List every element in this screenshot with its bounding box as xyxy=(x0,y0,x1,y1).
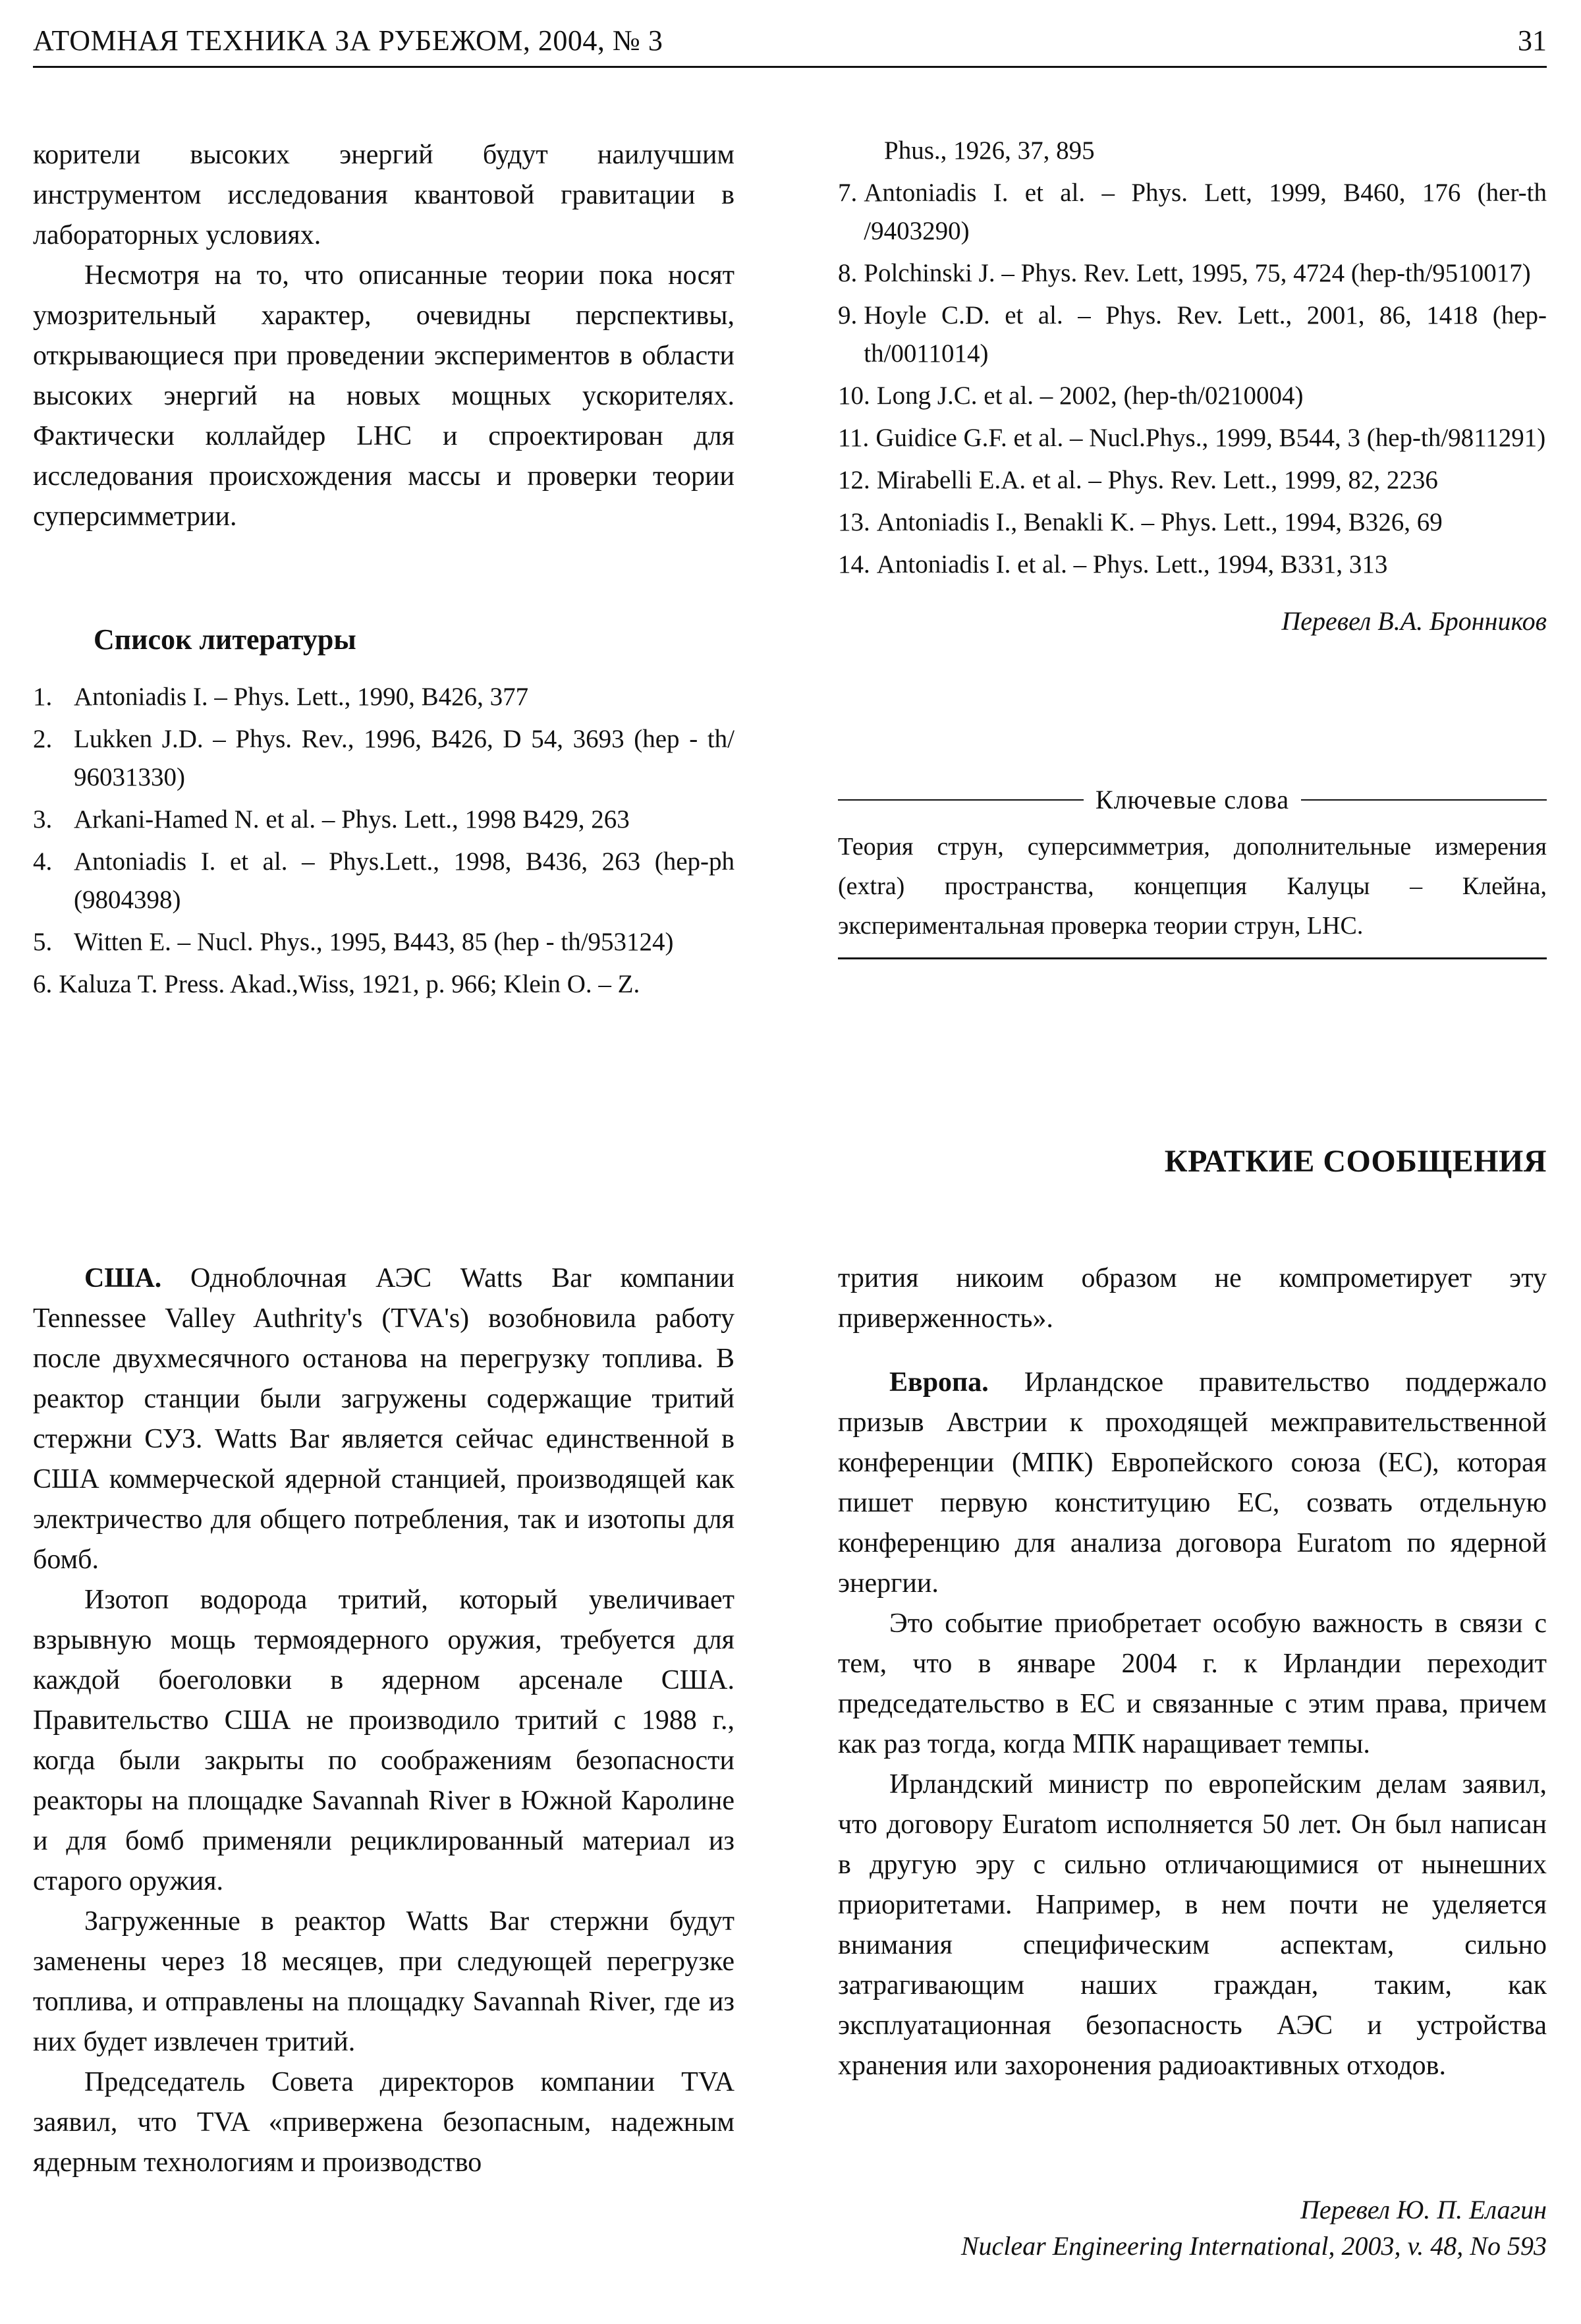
page-number: 31 xyxy=(1518,24,1547,57)
section-title: КРАТКИЕ СООБЩЕНИЯ xyxy=(1164,1144,1547,1179)
ref-number: 6. xyxy=(33,970,53,998)
reference-item xyxy=(838,377,1547,415)
ref-number: 12. xyxy=(838,466,870,494)
reference-item xyxy=(838,254,1547,293)
news-lead: США. xyxy=(84,1263,162,1293)
reference-item xyxy=(33,843,735,919)
reference-item xyxy=(838,546,1547,584)
ref-text: Antoniadis I. et al. – Phys.Lett., 1998, B436, 263 (hep-ph (9804398) xyxy=(74,847,735,914)
references-list-left xyxy=(33,678,735,1004)
reference-item xyxy=(33,965,735,1004)
references-title: Список литературы xyxy=(94,623,356,656)
reference-item xyxy=(838,297,1547,373)
news-right-column xyxy=(838,1259,1547,2086)
article-end-right-column xyxy=(838,132,1547,641)
ref-text: Polchinski J. – Phys. Rev. Lett, 1995, 75, 4724 (hep-th/9510017) xyxy=(864,259,1531,287)
source-credit: Nuclear Engineering International, 2003, v. 48, No 593 xyxy=(960,2231,1547,2261)
ref-text: Antoniadis I. et al. – Phys. Lett., 1994, B331, 313 xyxy=(876,550,1388,579)
ref-number: 14. xyxy=(838,550,870,579)
translator-credit: Перевел Ю. П. Елагин xyxy=(1300,2195,1547,2225)
ref-text: Mirabelli E.A. et al. – Phys. Rev. Lett., 1999, 82, 2236 xyxy=(876,466,1438,494)
reference-item xyxy=(33,678,735,716)
news-europe-paragraph xyxy=(838,1363,1547,1604)
ref-number: 9. xyxy=(838,301,858,329)
paragraph: Это событие приобретает особую важность в связи с тем, что в январе 2004 г. к Ирландии переходит председательство в ЕС и связанные с этим права, причем как раз тогда, когда МПК наращивает темпы. xyxy=(838,1608,1547,1759)
keywords-header xyxy=(838,784,1547,815)
reference-item xyxy=(33,923,735,961)
divider xyxy=(838,799,1084,801)
paragraph-text: Одноблочная АЭС Watts Bar компании Tennessee Valley Authrity's (TVA's) возобновила работу после двухмесячного останова на перегрузку топлива. В реактор станции были загружены содержащие тритий стержни СУЗ. Watts Bar является сейчас единственной в США коммерческой ядерной станцией, производящей как электричество для общего потребления, так и изотопы для бомб. xyxy=(33,1263,735,1575)
ref-number: 11. xyxy=(838,424,870,452)
paragraph: корители высоких энергий будут наилучшим инструментом исследования квантовой гравитации в лабораторных условиях. xyxy=(33,140,735,250)
ref-text: Antoniadis I. – Phys. Lett., 1990, B426, 377 xyxy=(74,683,529,711)
ref-number: 8. xyxy=(838,259,858,287)
ref-number: 3. xyxy=(33,805,53,834)
ref-text: Hoyle C.D. et al. – Phys. Rev. Lett., 2001, 86, 1418 (hep-th/0011014) xyxy=(864,301,1547,368)
paragraph: Председатель Совета директоров компании TVA заявил, что TVA «привержена безопасным, надежным ядерным технологиям и производство xyxy=(33,2067,735,2178)
news-lead: Европа. xyxy=(889,1367,989,1398)
reference-item xyxy=(33,720,735,797)
reference-item xyxy=(838,503,1547,542)
references-list-right xyxy=(838,132,1547,584)
reference-item xyxy=(838,419,1547,457)
ref-number: 4. xyxy=(33,847,53,876)
paragraph-text: Ирландское правительство поддержало призыв Австрии к проходящей межправительственной конференции (МПК) Европейского союза (ЕС), которая пишет первую конституцию ЕС, созвать отдельную конференцию для анализа договора Euratom по ядерной энергии. xyxy=(838,1367,1547,1599)
paragraph: Изотоп водорода тритий, который увеличивает взрывную мощь термоядерного оружия, требуется для каждой боеголовки в ядерном арсенале США. Правительство США не производило тритий с 1988 г., когда были закрыты по соображениям безопасности реакторы на площадке Savannah River в Южной Каролине и для бомб применяли рециклированный материал из старого оружия. xyxy=(33,1585,735,1896)
ref-text: Antoniadis I. et al. – Phys. Lett, 1999, B460, 176 (her-th /9403290) xyxy=(864,179,1547,245)
reference-item xyxy=(33,801,735,839)
reference-continuation: Phus., 1926, 37, 895 xyxy=(884,136,1095,165)
ref-number: 7. xyxy=(838,179,858,207)
ref-text: Long J.C. et al. – 2002, (hep-th/0210004) xyxy=(876,382,1304,410)
ref-text: Arkani-Hamed N. et al. – Phys. Lett., 1998 B429, 263 xyxy=(74,805,630,834)
news-usa-paragraph xyxy=(33,1259,735,1580)
paragraph: трития никоим образом не компрометирует эту приверженность». xyxy=(838,1263,1547,1334)
divider xyxy=(1301,799,1547,801)
paragraph: Ирландский министр по европейским делам заявил, что договору Euratom исполняется 50 лет. Он был написан в другую эру с сильно отличающимися от нынешних приоритетами. Например, в нем почти не уделяется внимания специфическим аспектам, сильно затрагивающим наших граждан, таким, как эксплуатационная безопасность АЭС и устройства хранения или захоронения радиоактивных отходов. xyxy=(838,1769,1547,2081)
article-end-left-column xyxy=(33,135,735,1007)
reference-item xyxy=(838,174,1547,250)
ref-text: Kaluza T. Press. Akad.,Wiss, 1921, p. 966; Klein O. – Z. xyxy=(59,970,640,998)
translator-credit: Перевел В.А. Бронников xyxy=(1281,606,1547,636)
keywords-title: Ключевые слова xyxy=(1095,785,1290,814)
ref-text: Antoniadis I., Benakli K. – Phys. Lett., 1994, B326, 69 xyxy=(876,508,1443,536)
ref-text: Guidice G.F. et al. – Nucl.Phys., 1999, B544, 3 (hep-th/9811291) xyxy=(875,424,1546,452)
ref-number: 13. xyxy=(838,508,870,536)
journal-title: АТОМНАЯ ТЕХНИКА ЗА РУБЕЖОМ, 2004, № 3 xyxy=(33,24,663,57)
news-left-column xyxy=(33,1259,735,2183)
keywords-text: Теория струн, суперсимметрия, дополнительные измерения (extra) пространства, концепция Калуцы – Клейна, экспериментальная проверка теории струн, LHC. xyxy=(838,827,1547,959)
paragraph: Несмотря на то, что описанные теории пока носят умозрительный характер, очевидны перспективы, открывающиеся при проведении экспериментов в области высоких энергий на новых мощных ускорителях. Фактически коллайдер LHC и спроектирован для исследования происхождения массы и проверки теории суперсимметрии. xyxy=(33,260,735,532)
paragraph: Загруженные в реактор Watts Bar стержни будут заменены через 18 месяцев, при следующей перегрузке топлива, и отправлены на площадку Savannah River, где из них будет извлечен тритий. xyxy=(33,1906,735,2057)
ref-number: 1. xyxy=(33,683,53,711)
reference-item xyxy=(838,461,1547,499)
ref-number: 10. xyxy=(838,382,870,410)
ref-number: 5. xyxy=(33,928,53,956)
ref-text: Witten E. – Nucl. Phys., 1995, B443, 85 (hep - th/953124) xyxy=(74,928,674,956)
running-header xyxy=(33,20,1547,68)
ref-text: Lukken J.D. – Phys. Rev., 1996, B426, D 54, 3693 (hep - th/ 96031330) xyxy=(74,725,735,791)
ref-number: 2. xyxy=(33,725,53,753)
